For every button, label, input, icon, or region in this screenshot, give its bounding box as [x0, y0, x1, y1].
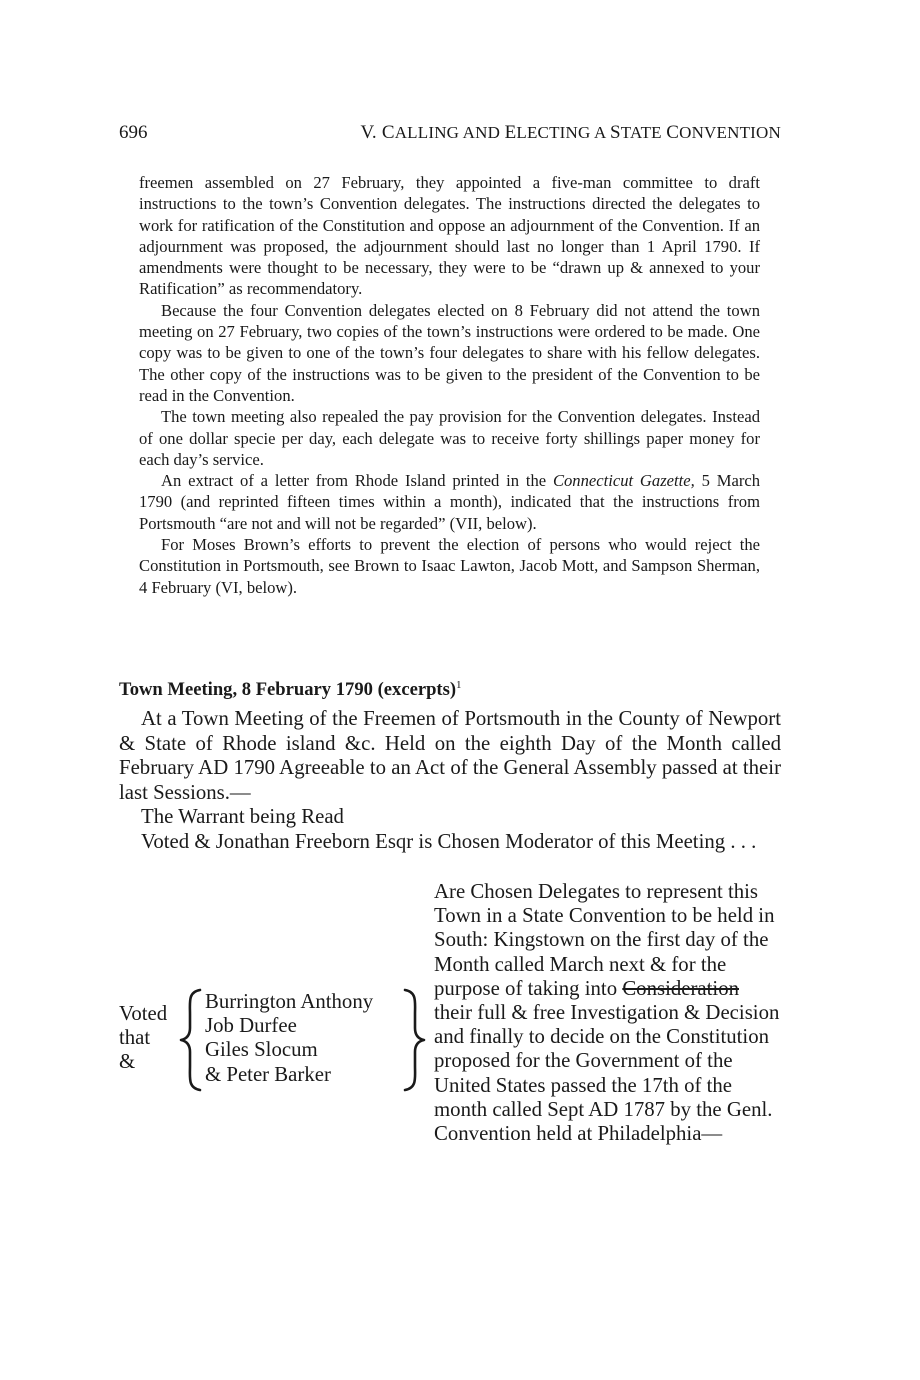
- resolution-text: [434, 880, 781, 1146]
- newspaper-title: Connecticut Gazette,: [552, 471, 695, 491]
- chapter-title: [360, 122, 781, 144]
- note-paragraph: For Moses Brown’s efforts to prevent the election of persons who would reject the Constitution in Portsmouth, see Brown to Isaac Lawton, Jacob Mott, and Sampson Sherman, 4 February (VI, below).: [139, 535, 760, 597]
- resolution-part: their full & free Investigation & Decision and finally to decide on the Constitution proposed for the Government of the United States passed the 17th of the month called Sept AD 1787 by the Genl. Convention held at Philadelphia—: [434, 1001, 780, 1146]
- vote-label-line: Voted: [119, 1002, 168, 1025]
- left-brace: [178, 988, 204, 1092]
- chapter-word-rest: AND: [459, 123, 505, 142]
- chapter-prefix: V.: [360, 122, 382, 143]
- right-brace: [401, 988, 427, 1092]
- record-paragraph: The Warrant being Read: [141, 805, 344, 828]
- chapter-word-initial: C: [666, 122, 680, 143]
- delegate-names: [205, 990, 415, 1087]
- resolution-part: Are Chosen Delegates to represent this Town in a State Convention to be held in South: Kingstown on the first day of the Month called March next & for the purpose of taking into: [434, 880, 775, 1000]
- record-paragraph: At a Town Meeting of the Freemen of Portsmouth in the County of Newport & State of Rhode island &c. Held on the eighth Day of the Month called February AD 1790 Agreeable to an Act of the General Assembly passed at their last Sessions.—: [119, 707, 781, 804]
- record-paragraph: Voted & Jonathan Freeborn Esqr is Chosen Moderator of this Meeting . . .: [141, 829, 757, 853]
- note-paragraph: [139, 470, 760, 534]
- running-head: [119, 122, 781, 152]
- footnote-ref[interactable]: 1: [456, 678, 462, 691]
- delegate-vote: [119, 880, 781, 1210]
- chapter-word-initial: C: [381, 122, 395, 143]
- note-paragraph: Because the four Convention delegates elected on 8 February did not attend the town meeting on 27 February, two copies of the town’s instructions were ordered to be made. One copy was to be given to one of the town’s four delegates to share with his fellow delegates. The other copy of the instructions was to be given to the president of the Convention to be read in the Convention.: [139, 300, 760, 405]
- note-paragraph: The town meeting also repealed the pay provision for the Convention delegates. Instead of one dollar specie per day, each delegate was to receive forty shillings paper money for each day’s service.: [139, 407, 760, 469]
- vote-label-line: &: [119, 1050, 136, 1074]
- struck-word: Consideration: [622, 976, 739, 1000]
- vote-label-line: that: [119, 1026, 151, 1050]
- delegate-name: Burrington Anthony: [205, 990, 374, 1013]
- editorial-note: [139, 172, 760, 598]
- vote-label: [119, 1002, 179, 1075]
- chapter-word-rest: ALLING: [394, 123, 460, 142]
- meeting-record: [119, 707, 781, 854]
- delegate-name: Job Durfee: [205, 1014, 297, 1038]
- note-text: An extract of a letter from Rhode Island printed in the: [161, 471, 553, 491]
- chapter-word-initial: S: [610, 122, 621, 143]
- chapter-word-rest: ONVENTION: [679, 123, 781, 142]
- delegate-name: Giles Slocum: [205, 1038, 318, 1062]
- chapter-word-rest: LECTING A: [516, 123, 610, 142]
- note-paragraph: freemen assembled on 27 February, they appointed a five-man committee to draft instructions to the town’s Convention delegates. The instructions directed the delegates to work for ratification of the Constitution and oppose an adjournment of the Convention. If an adjournment was proposed, the adjournment should last no longer than 1 April 1790. If amendments were thought to be necessary, they were to be “drawn up & annexed to your Ratification” as recommendatory.: [139, 173, 760, 299]
- heading-text: Town Meeting, 8 February 1790 (excerpts): [119, 679, 457, 700]
- note-text: 5 March 1790 (and reprinted fifteen times within a month), indicated that the instructions from Portsmouth “are not and will not be regarded” (VII, below).: [139, 471, 761, 533]
- page-number: 696: [119, 122, 148, 143]
- chapter-word-rest: TATE: [620, 123, 667, 142]
- document-heading: [119, 679, 781, 701]
- delegate-name: & Peter Barker: [205, 1062, 331, 1086]
- chapter-word-initial: E: [504, 122, 517, 143]
